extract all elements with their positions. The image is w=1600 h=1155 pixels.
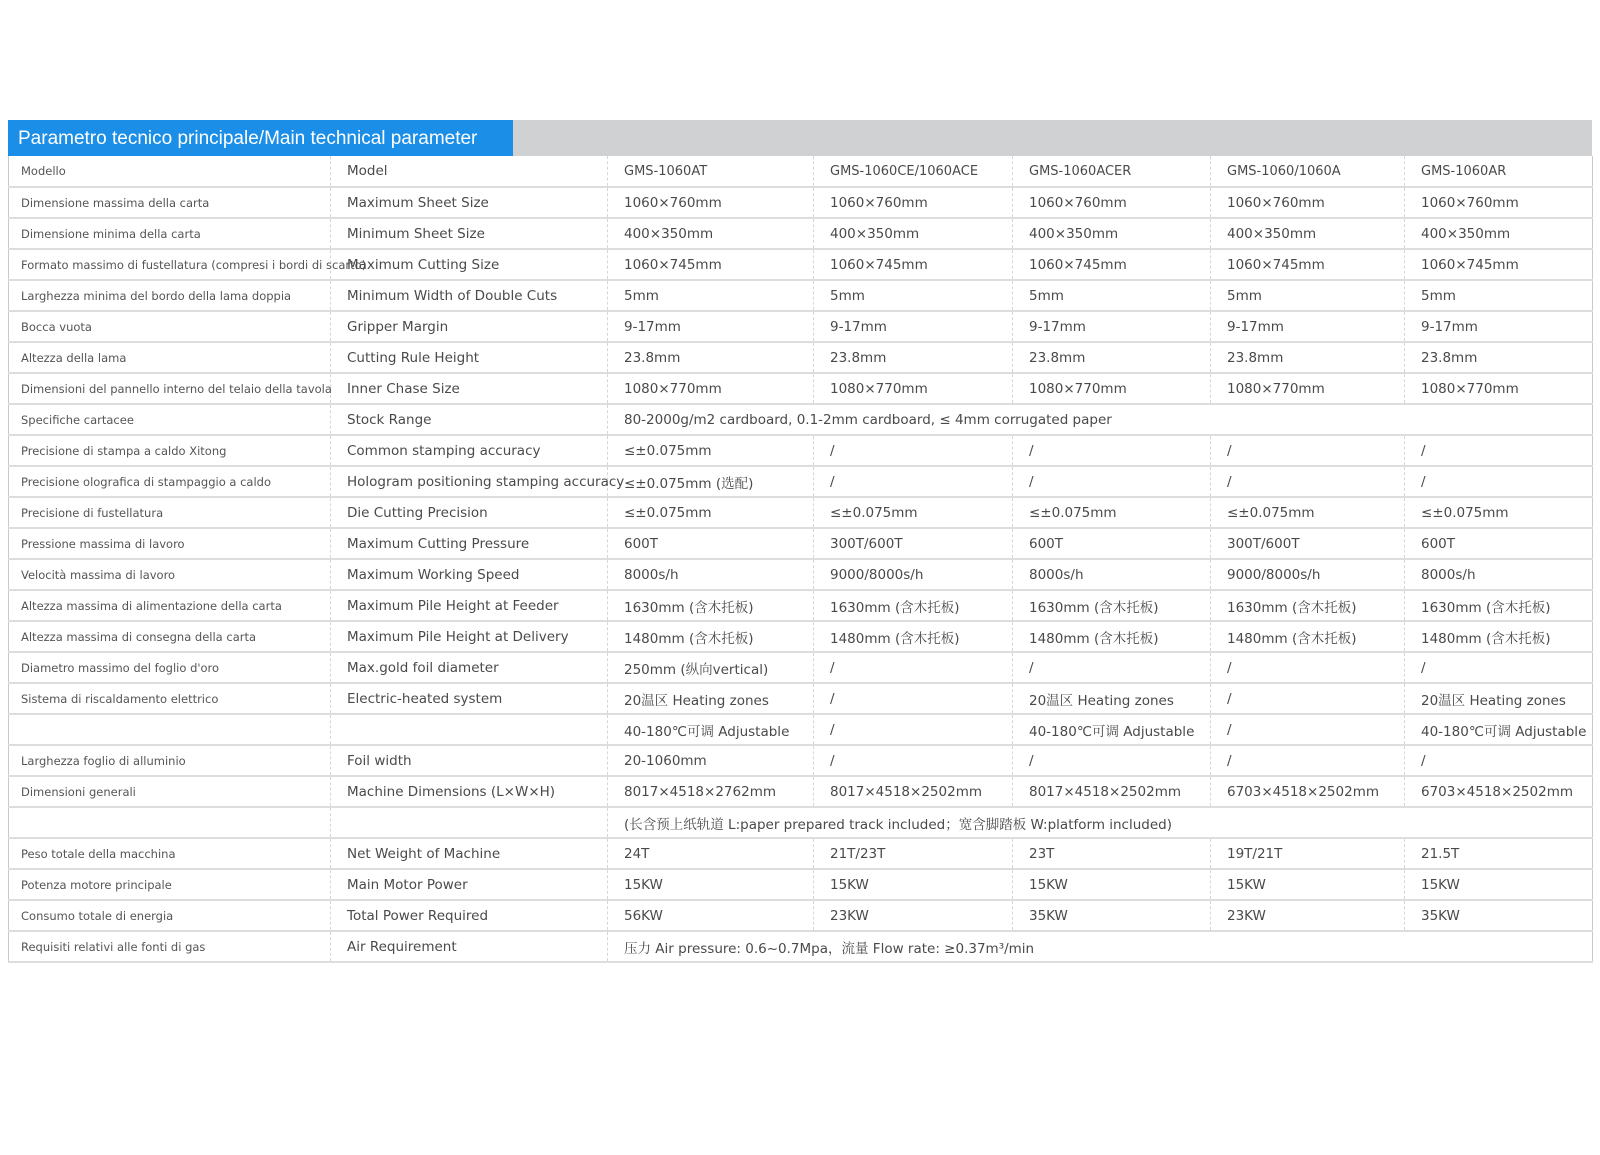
- param-value-cell: 1080×770mm: [814, 373, 1013, 404]
- param-value-cell: 8000s/h: [1013, 559, 1211, 590]
- param-value-cell: 1630mm (含木托板): [1013, 590, 1211, 621]
- param-value-cell: 300T/600T: [814, 528, 1013, 559]
- table-row: [9, 311, 1593, 342]
- table-row: [9, 342, 1593, 373]
- param-label-en: Maximum Pile Height at Feeder: [331, 590, 608, 621]
- param-value-cell: 1630mm (含木托板): [1211, 590, 1405, 621]
- param-value-cell: 40-180℃可调 Adjustable: [608, 714, 814, 745]
- table-row: [9, 683, 1593, 714]
- param-label-en: Hologram positioning stamping accuracy: [331, 466, 608, 497]
- param-value-cell: 19T/21T: [1211, 838, 1405, 869]
- param-value-cell: /: [814, 745, 1013, 776]
- param-value-cell: 300T/600T: [1211, 528, 1405, 559]
- param-value-cell: 21.5T: [1405, 838, 1593, 869]
- param-value-cell: 20-1060mm: [608, 745, 814, 776]
- param-value-cell: ≤±0.075mm: [814, 497, 1013, 528]
- param-label-en: Minimum Sheet Size: [331, 218, 608, 249]
- param-label-en: Cutting Rule Height: [331, 342, 608, 373]
- param-value-cell: 1630mm (含木托板): [608, 590, 814, 621]
- param-value-cell: ≤±0.075mm: [1211, 497, 1405, 528]
- param-value-cell: 8000s/h: [1405, 559, 1593, 590]
- param-label-it: [9, 807, 331, 838]
- param-value-cell: 8000s/h: [608, 559, 814, 590]
- param-value-cell: 23.8mm: [1405, 342, 1593, 373]
- param-value-cell: 35KW: [1405, 900, 1593, 931]
- param-value-cell: /: [1405, 652, 1593, 683]
- param-value-cell: 400×350mm: [1013, 218, 1211, 249]
- table-row: [9, 776, 1593, 807]
- table-row: [9, 280, 1593, 311]
- table-row: [9, 714, 1593, 745]
- param-label-it: Bocca vuota: [9, 311, 331, 342]
- spec-table: [8, 156, 1593, 963]
- param-label-en: Main Motor Power: [331, 869, 608, 900]
- param-value-cell: 6703×4518×2502mm: [1405, 776, 1593, 807]
- param-label-en: Max.gold foil diameter: [331, 652, 608, 683]
- param-value-cell: ≤±0.075mm (选配): [608, 466, 814, 497]
- param-value-cell: 23.8mm: [608, 342, 814, 373]
- param-label-it: Dimensione minima della carta: [9, 218, 331, 249]
- param-label-it: Dimensioni generali: [9, 776, 331, 807]
- param-label-en: Net Weight of Machine: [331, 838, 608, 869]
- param-value-cell: /: [814, 466, 1013, 497]
- header-bar: [8, 120, 1592, 156]
- param-value-cell: 1630mm (含木托板): [1405, 590, 1593, 621]
- param-value-cell: 1060×745mm: [1013, 249, 1211, 280]
- param-label-en: [331, 714, 608, 745]
- param-label-en: Air Requirement: [331, 931, 608, 962]
- param-value-cell: /: [1405, 435, 1593, 466]
- param-value-cell: 1060×745mm: [608, 249, 814, 280]
- param-value-cell: 600T: [1405, 528, 1593, 559]
- param-value-cell: 400×350mm: [1211, 218, 1405, 249]
- param-value-cell: 9000/8000s/h: [1211, 559, 1405, 590]
- param-label-it: Formato massimo di fustellatura (compresi i bordi di scarto): [9, 249, 331, 280]
- param-value-cell: 5mm: [608, 280, 814, 311]
- param-value-cell: 9-17mm: [1211, 311, 1405, 342]
- param-label-it: Precisione di stampa a caldo Xitong: [9, 435, 331, 466]
- param-label-it: Requisiti relativi alle fonti di gas: [9, 931, 331, 962]
- param-value-cell: 9-17mm: [1405, 311, 1593, 342]
- param-value-cell: 24T: [608, 838, 814, 869]
- param-value-cell: /: [1013, 745, 1211, 776]
- param-label-en: Total Power Required: [331, 900, 608, 931]
- table-row: [9, 404, 1593, 435]
- table-row: [9, 745, 1593, 776]
- param-value-cell: 15KW: [814, 869, 1013, 900]
- param-value-cell: 9000/8000s/h: [814, 559, 1013, 590]
- param-label-en: Maximum Cutting Size: [331, 249, 608, 280]
- param-value-cell: ≤±0.075mm: [1013, 497, 1211, 528]
- param-label-en: Electric-heated system: [331, 683, 608, 714]
- param-value-cell: /: [1405, 466, 1593, 497]
- table-row: [9, 652, 1593, 683]
- param-label-en: Foil width: [331, 745, 608, 776]
- param-value-cell: 1630mm (含木托板): [814, 590, 1013, 621]
- param-value-cell: 1080×770mm: [608, 373, 814, 404]
- param-label-it: Potenza motore principale: [9, 869, 331, 900]
- param-value-cell: ≤±0.075mm: [1405, 497, 1593, 528]
- spec-table-body: [9, 156, 1593, 962]
- param-value-cell: /: [1211, 652, 1405, 683]
- param-value-cell: 9-17mm: [608, 311, 814, 342]
- param-value-cell: ≤±0.075mm: [608, 435, 814, 466]
- table-row: [9, 528, 1593, 559]
- param-value-cell: 5mm: [814, 280, 1013, 311]
- param-label-it: Dimensioni del pannello interno del telaio della tavola: [9, 373, 331, 404]
- param-value-cell: /: [1211, 435, 1405, 466]
- param-label-en: Stock Range: [331, 404, 608, 435]
- param-label-it: Altezza massima di alimentazione della carta: [9, 590, 331, 621]
- param-value-cell: 400×350mm: [1405, 218, 1593, 249]
- table-row: [9, 218, 1593, 249]
- param-value-cell: 21T/23T: [814, 838, 1013, 869]
- table-row: [9, 621, 1593, 652]
- param-value-cell: 1480mm (含木托板): [1211, 621, 1405, 652]
- param-label-it: Velocità massima di lavoro: [9, 559, 331, 590]
- param-label-en: Machine Dimensions (L×W×H): [331, 776, 608, 807]
- table-row: [9, 869, 1593, 900]
- param-value-cell: 40-180℃可调 Adjustable: [1405, 714, 1593, 745]
- param-value-cell: 9-17mm: [814, 311, 1013, 342]
- param-label-en: Gripper Margin: [331, 311, 608, 342]
- param-value-cell: 1480mm (含木托板): [814, 621, 1013, 652]
- param-label-en: [331, 807, 608, 838]
- param-value-cell: 1080×770mm: [1211, 373, 1405, 404]
- param-value-cell: 1060×760mm: [1013, 187, 1211, 218]
- param-label-en: Inner Chase Size: [331, 373, 608, 404]
- param-label-en: Maximum Working Speed: [331, 559, 608, 590]
- param-value-cell: 250mm (纵向vertical): [608, 652, 814, 683]
- param-value-cell: 8017×4518×2502mm: [814, 776, 1013, 807]
- table-row: [9, 807, 1593, 838]
- param-value-cell: 23T: [1013, 838, 1211, 869]
- param-value-cell: /: [1211, 714, 1405, 745]
- page-title: Parametro tecnico principale/Main technical parameter: [8, 120, 513, 156]
- param-value-cell: 23.8mm: [1211, 342, 1405, 373]
- param-value-cell: 600T: [608, 528, 814, 559]
- param-value-cell: /: [1013, 435, 1211, 466]
- param-value-cell: 9-17mm: [1013, 311, 1211, 342]
- table-row: [9, 931, 1593, 962]
- param-value-cell: /: [1211, 466, 1405, 497]
- param-value-cell: 23.8mm: [814, 342, 1013, 373]
- param-label-it: Consumo totale di energia: [9, 900, 331, 931]
- param-value-cell: /: [1013, 466, 1211, 497]
- param-value-cell: /: [814, 714, 1013, 745]
- param-label-en: Minimum Width of Double Cuts: [331, 280, 608, 311]
- param-label-it: Altezza massima di consegna della carta: [9, 621, 331, 652]
- param-value-cell: 15KW: [1211, 869, 1405, 900]
- param-value-cell: 20温区 Heating zones: [1013, 683, 1211, 714]
- param-value-cell: 1080×770mm: [1405, 373, 1593, 404]
- param-label-it: Peso totale della macchina: [9, 838, 331, 869]
- param-label-en: Maximum Cutting Pressure: [331, 528, 608, 559]
- param-value-cell: 1060×745mm: [1211, 249, 1405, 280]
- spec-sheet: [8, 120, 1592, 963]
- param-value-cell: 6703×4518×2502mm: [1211, 776, 1405, 807]
- param-value-cell: 600T: [1013, 528, 1211, 559]
- param-value-cell: 1060×760mm: [1405, 187, 1593, 218]
- param-value-cell: /: [814, 435, 1013, 466]
- param-value-cell: 1080×770mm: [1013, 373, 1211, 404]
- param-value-cell: 400×350mm: [608, 218, 814, 249]
- table-row: [9, 497, 1593, 528]
- param-value-cell: 1480mm (含木托板): [1405, 621, 1593, 652]
- param-value-cell: /: [814, 652, 1013, 683]
- param-value-cell: 1060×760mm: [608, 187, 814, 218]
- param-value-cell: 15KW: [608, 869, 814, 900]
- table-row: [9, 838, 1593, 869]
- param-value-cell: /: [1211, 683, 1405, 714]
- param-label-en: Die Cutting Precision: [331, 497, 608, 528]
- param-value-cell: 1060×760mm: [1211, 187, 1405, 218]
- param-label-it: Modello: [9, 156, 331, 187]
- param-value-cell: 5mm: [1013, 280, 1211, 311]
- param-value-all-models: (长含预上纸轨道 L:paper prepared track included；宽含脚踏板 W:platform included): [608, 807, 1593, 838]
- table-row: [9, 373, 1593, 404]
- model-name-cell: GMS-1060AT: [608, 156, 814, 187]
- param-value-cell: 20温区 Heating zones: [608, 683, 814, 714]
- param-label-en: Model: [331, 156, 608, 187]
- table-row: [9, 590, 1593, 621]
- param-label-it: Precisione di fustellatura: [9, 497, 331, 528]
- model-name-cell: GMS-1060ACER: [1013, 156, 1211, 187]
- model-name-cell: GMS-1060/1060A: [1211, 156, 1405, 187]
- param-label-it: Specifiche cartacee: [9, 404, 331, 435]
- param-value-cell: /: [814, 683, 1013, 714]
- table-row: [9, 187, 1593, 218]
- param-label-it: Larghezza foglio di alluminio: [9, 745, 331, 776]
- table-row: [9, 156, 1593, 187]
- model-name-cell: GMS-1060CE/1060ACE: [814, 156, 1013, 187]
- param-label-it: Dimensione massima della carta: [9, 187, 331, 218]
- param-value-cell: /: [1013, 652, 1211, 683]
- param-label-en: Maximum Sheet Size: [331, 187, 608, 218]
- param-value-cell: 15KW: [1013, 869, 1211, 900]
- param-value-cell: 8017×4518×2502mm: [1013, 776, 1211, 807]
- param-label-it: Sistema di riscaldamento elettrico: [9, 683, 331, 714]
- param-value-cell: 23KW: [814, 900, 1013, 931]
- param-label-en: Common stamping accuracy: [331, 435, 608, 466]
- param-value-cell: 8017×4518×2762mm: [608, 776, 814, 807]
- table-row: [9, 900, 1593, 931]
- param-value-cell: 1480mm (含木托板): [608, 621, 814, 652]
- param-value-cell: 35KW: [1013, 900, 1211, 931]
- table-row: [9, 466, 1593, 497]
- param-value-cell: 1060×745mm: [814, 249, 1013, 280]
- param-value-cell: 1060×745mm: [1405, 249, 1593, 280]
- param-value-cell: /: [1405, 745, 1593, 776]
- param-value-cell: 15KW: [1405, 869, 1593, 900]
- table-row: [9, 435, 1593, 466]
- param-value-cell: ≤±0.075mm: [608, 497, 814, 528]
- param-value-cell: 1060×760mm: [814, 187, 1013, 218]
- param-value-cell: /: [1211, 745, 1405, 776]
- table-row: [9, 559, 1593, 590]
- param-label-it: Precisione olografica di stampaggio a caldo: [9, 466, 331, 497]
- param-label-it: Pressione massima di lavoro: [9, 528, 331, 559]
- param-value-cell: 5mm: [1405, 280, 1593, 311]
- param-value-cell: 23.8mm: [1013, 342, 1211, 373]
- param-value-cell: 23KW: [1211, 900, 1405, 931]
- param-value-cell: 1480mm (含木托板): [1013, 621, 1211, 652]
- table-row: [9, 249, 1593, 280]
- param-label-it: [9, 714, 331, 745]
- param-value-cell: 5mm: [1211, 280, 1405, 311]
- param-value-all-models: 80-2000g/m2 cardboard, 0.1-2mm cardboard, ≤ 4mm corrugated paper: [608, 404, 1593, 435]
- param-value-cell: 400×350mm: [814, 218, 1013, 249]
- model-name-cell: GMS-1060AR: [1405, 156, 1593, 187]
- param-value-cell: 56KW: [608, 900, 814, 931]
- param-value-cell: 20温区 Heating zones: [1405, 683, 1593, 714]
- param-label-it: Diametro massimo del foglio d'oro: [9, 652, 331, 683]
- param-value-cell: 40-180℃可调 Adjustable: [1013, 714, 1211, 745]
- param-value-all-models: 压力 Air pressure: 0.6~0.7Mpa，流量 Flow rate: ≥0.37m³/min: [608, 931, 1593, 962]
- param-label-en: Maximum Pile Height at Delivery: [331, 621, 608, 652]
- param-label-it: Larghezza minima del bordo della lama doppia: [9, 280, 331, 311]
- param-label-it: Altezza della lama: [9, 342, 331, 373]
